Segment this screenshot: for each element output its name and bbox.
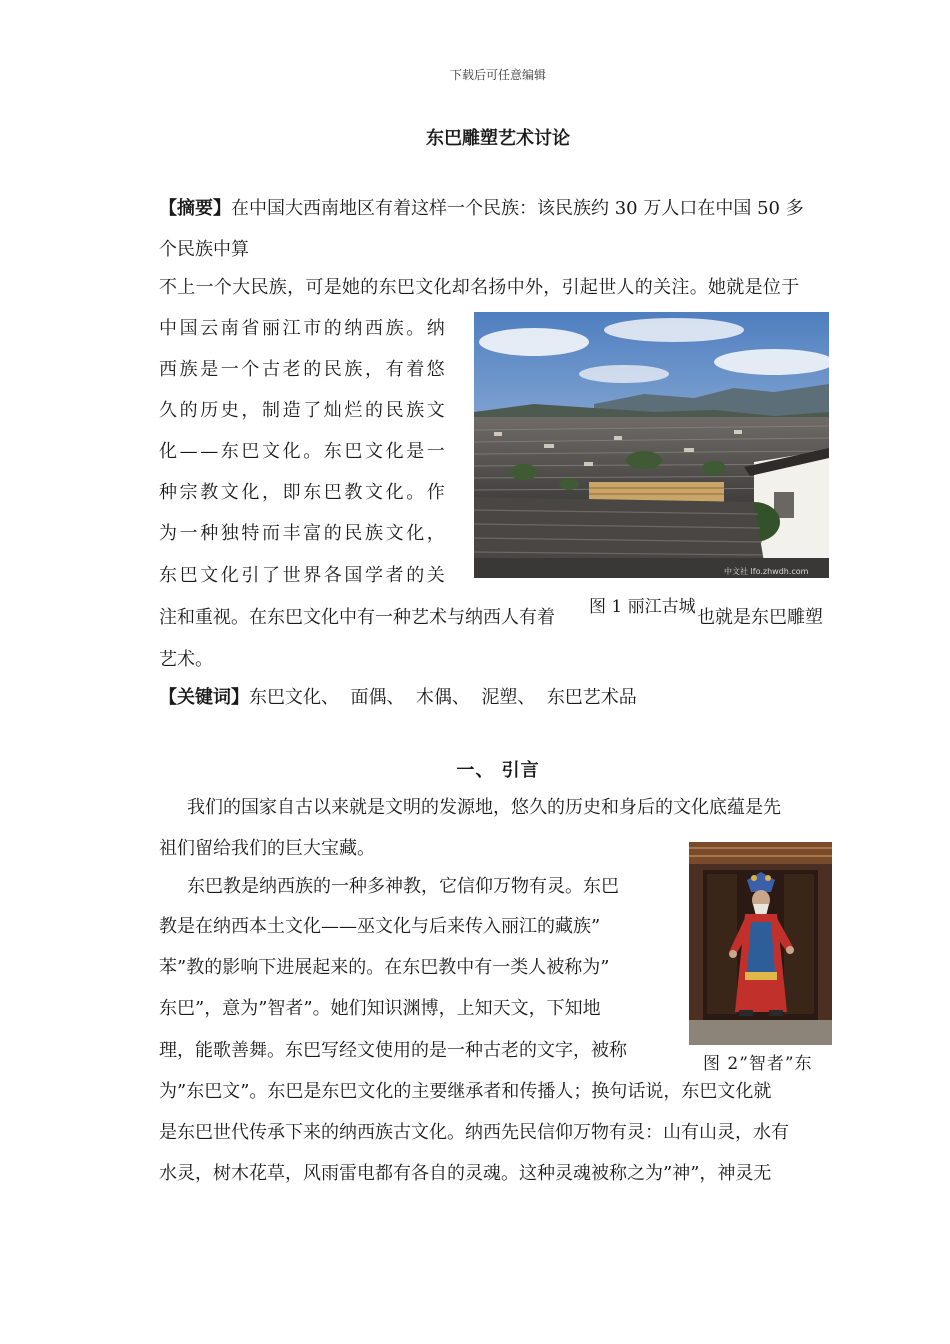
- lijiang-town-illustration: [474, 312, 829, 578]
- abstract-after-right: 也就是东巴雕塑: [697, 607, 823, 628]
- section-1-paragraph-2-line: 水灵，树木花草，风雨雷电都有各自的灵魂。这种灵魂被称之为”神”，神灵无: [159, 1163, 772, 1184]
- abstract-wrap-line: 为一种独特而丰富的民族文化，: [159, 523, 448, 544]
- abstract-wrap-line: 种宗教文化，即东巴教文化。作: [159, 482, 448, 503]
- keywords-label: 【关键词】: [159, 687, 249, 708]
- section-1-paragraph-2-wrap-line: 东巴”，意为”智者”。她们知识渊博，上知天文，下知地: [159, 998, 601, 1019]
- keyword-item: 面偶、: [350, 687, 405, 708]
- section-1-paragraph-2-line: 是东巴世代传承下来的纳西族古文化。纳西先民信仰万物有灵：山有山灵，水有: [159, 1122, 789, 1143]
- figure-1-image: [474, 312, 829, 578]
- abstract-wrap-line: 中国云南省丽江市的纳西族。纳: [159, 318, 448, 339]
- section-1-paragraph-1-line-2: 祖们留给我们的巨大宝藏。: [159, 838, 375, 859]
- abstract-text-1: 在中国大西南地区有着这样一个民族：该民族约 30 万人口在中国 50 多: [231, 198, 804, 219]
- abstract-label: 【摘要】: [159, 198, 231, 219]
- section-1-paragraph-2-wrap-line: 教是在纳西本土文化——巫文化与后来传入丽江的藏族”: [159, 916, 601, 937]
- abstract-wrap-line: 东巴文化引了世界各国学者的关: [159, 565, 448, 586]
- abstract-line-2: 个民族中算: [159, 239, 249, 260]
- keyword-item: 东巴艺术品: [546, 687, 637, 708]
- abstract-after-left: 注和重视。在东巴文化中有一种艺术与纳西人有着: [159, 607, 555, 628]
- abstract-line-1: [159, 197, 804, 221]
- keyword-item: 东巴文化、: [249, 687, 339, 708]
- keywords-line: [159, 686, 637, 710]
- keyword-item: 木偶、: [415, 687, 470, 708]
- section-1-paragraph-2-line: 为”东巴文”。东巴是东巴文化的主要继承者和传播人；换句话说，东巴文化就: [159, 1081, 772, 1102]
- section-1-paragraph-2-wrap-line: 东巴教是纳西族的一种多神教，它信仰万物有灵。东巴: [187, 876, 619, 897]
- abstract-wrap-line: 久的历史，制造了灿烂的民族文: [159, 400, 448, 421]
- section-1-paragraph-2-wrap-line: 理，能歌善舞。东巴写经文使用的是一种古老的文字，被称: [159, 1040, 627, 1061]
- header-note: 下载后可任意编辑: [449, 68, 546, 82]
- section-1-paragraph-1-line-1: 我们的国家自古以来就是文明的发源地，悠久的历史和身后的文化底蕴是先: [187, 797, 781, 818]
- figure-1-watermark: 中文社 lfo.zhwdh.com: [724, 567, 809, 576]
- dongba-priest-illustration: [689, 842, 832, 1045]
- abstract-line-3: 不上一个大民族，可是她的东巴文化却名扬中外，引起世人的关注。她就是位于: [159, 277, 800, 298]
- figure-2-image: [689, 842, 832, 1045]
- abstract-last-line: 艺术。: [159, 649, 213, 670]
- figure-1-caption: 图 1 丽江古城: [589, 597, 696, 617]
- document-title: 东巴雕塑艺术讨论: [426, 128, 570, 149]
- abstract-wrap-line: 西族是一个古老的民族，有着悠: [159, 359, 448, 380]
- keyword-item: 泥塑、: [481, 687, 536, 708]
- section-1-paragraph-2-wrap-line: 苯”教的影响下进展起来的。在东巴教中有一类人被称为”: [159, 957, 610, 978]
- section-1-heading: 一、 引言: [456, 760, 540, 781]
- figure-2-caption: 图 2”智者”东: [703, 1054, 813, 1074]
- abstract-wrap-line: 化——东巴文化。东巴文化是一: [159, 441, 448, 462]
